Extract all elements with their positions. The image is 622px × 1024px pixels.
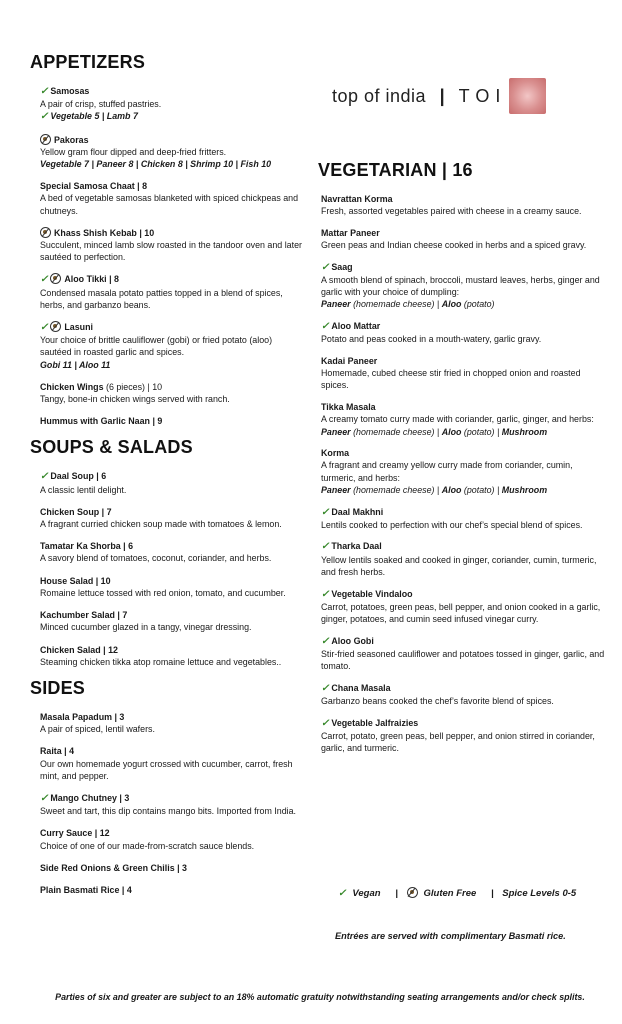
menu-item-name-line	[321, 682, 608, 695]
menu-item-desc: Sweet and tart, this dip contains mango bits. Imported from India.	[40, 806, 297, 817]
menu-item-name: Plain Basmati Rice | 4	[40, 884, 132, 895]
menu-item-name-line	[40, 381, 306, 393]
menu-item-name: Raita | 4	[40, 746, 75, 757]
menu-item-desc: Our own homemade yogurt crossed with cucumber, carrot, fresh mint, and pepper.	[40, 758, 293, 781]
vegetarian-title: VEGETARIAN | 16	[318, 160, 473, 180]
brand-logo	[509, 78, 546, 114]
menu-item-options	[321, 484, 608, 496]
menu-item-name: Hummus with Garlic Naan | 9	[40, 416, 163, 427]
menu-item-option-part: (homemade cheese) |	[350, 426, 442, 437]
menu-item-name-line	[40, 827, 306, 839]
menu-item-option-part: (homemade cheese) |	[350, 484, 442, 495]
leaf-check-icon: ✓	[321, 682, 330, 694]
menu-item	[40, 540, 306, 564]
menu-item	[321, 540, 608, 578]
menu-item	[40, 827, 306, 851]
menu-item-desc: Green peas and Indian cheese cooked in herbs and a spiced gravy.	[321, 240, 587, 251]
menu-item-desc: Lentils cooked to perfection with our chef’s special blend of spices.	[321, 519, 583, 530]
menu-item-desc: Carrot, potato, green peas, bell pepper, and onion stirred in coriander, garlic, and turmeric.	[321, 730, 595, 754]
menu-item	[40, 506, 306, 530]
menu-item-name-line	[321, 635, 608, 648]
menu-item	[40, 381, 306, 405]
menu-item	[40, 273, 306, 311]
menu-item	[321, 717, 608, 755]
menu-item	[40, 470, 306, 495]
menu-item-name: Chicken Wings	[40, 381, 104, 392]
menu-item-desc: Yellow gram flour dipped and deep-fried fritters.	[40, 146, 227, 157]
menu-item-option-part: (homemade cheese) |	[350, 299, 442, 310]
leaf-check-icon: ✓	[321, 321, 330, 333]
menu-item-options	[40, 359, 306, 371]
menu-item-desc: Tangy, bone-in chicken wings served with ranch.	[40, 394, 230, 405]
leaf-check-icon: ✓	[321, 261, 330, 273]
menu-item-name: Mango Chutney | 3	[50, 792, 130, 803]
menu-item-desc: Succulent, minced lamb slow roasted in the tandoor oven and later sautéed to perfection.	[40, 240, 302, 263]
leaf-check-icon: ✓	[321, 541, 330, 553]
leaf-check-icon: ✓	[40, 792, 49, 804]
menu-item-name: Daal Soup | 6	[50, 471, 107, 482]
menu-item-name-line	[40, 321, 306, 334]
menu-item-desc: Choice of one of our made-from-scratch sauce blends.	[40, 840, 255, 851]
leaf-check-icon: ✓	[40, 274, 49, 286]
menu-item-name-line	[321, 540, 608, 553]
menu-item-desc: A fragrant and creamy yellow curry made from coriander, cumin, turmeric, and herbs:	[321, 460, 573, 483]
menu-item-name-line	[40, 575, 306, 587]
menu-item-option-part: Paneer	[321, 484, 351, 495]
menu-item-desc: Garbanzo beans cooked the chef’s favorite blend of spices.	[321, 696, 554, 706]
menu-item-name: Mattar Paneer	[321, 227, 380, 238]
menu-item	[40, 415, 306, 427]
menu-item-name-line	[40, 884, 306, 896]
menu-item-desc: A pair of spiced, lentil wafers.	[40, 724, 155, 735]
menu-item-name: Masala Papadum | 3	[40, 711, 125, 722]
brand-abbr: TOI	[458, 86, 507, 106]
menu-item-desc: Steaming chicken tikka atop romaine lettuce and vegetables..	[40, 656, 282, 667]
menu-item-name: Aloo Tikki | 8	[64, 274, 119, 285]
menu-item-name-line	[321, 447, 608, 459]
menu-item	[321, 588, 608, 626]
menu-item-name: Daal Makhni	[331, 506, 384, 517]
sides-section	[30, 678, 306, 896]
appetizers-title: APPETIZERS	[30, 52, 146, 72]
menu-item-name: Tharka Daal	[331, 541, 382, 552]
menu-item-name: Samosas	[50, 86, 90, 96]
menu-item-name: Special Samosa Chaat | 8	[40, 181, 148, 192]
appetizers-section	[30, 52, 306, 427]
leaf-check-icon: ✓	[40, 111, 49, 123]
menu-item-name-line	[40, 85, 306, 98]
menu-item-desc: Romaine lettuce tossed with red onion, tomato, and cucumber.	[40, 587, 286, 598]
menu-item-name-line	[321, 261, 608, 274]
brand-separator: |	[439, 86, 446, 106]
menu-item-name: Aloo Gobi	[331, 635, 374, 646]
menu-item-name-line	[321, 355, 608, 367]
menu-item	[40, 134, 306, 171]
menu-item-option-part: Aloo	[441, 299, 462, 310]
menu-item-option-part: (potato)	[461, 299, 495, 310]
leaf-check-icon: ✓	[40, 471, 49, 483]
menu-item	[321, 635, 608, 673]
menu-item-desc: Stir-fried seasoned cauliflower and potatoes tossed in ginger, garlic, and tomato.	[321, 648, 605, 672]
menu-item-option-part: Mushroom	[501, 484, 548, 495]
menu-item	[40, 227, 306, 264]
menu-item-name-line	[40, 711, 306, 723]
leaf-check-icon: ✓	[338, 888, 347, 899]
menu-item-name: Tikka Masala	[321, 402, 376, 413]
restaurant-brand	[332, 86, 506, 107]
menu-item-desc: Yellow lentils soaked and cooked in ginger, coriander, cumin, turmeric, and fresh herbs.	[321, 554, 597, 577]
menu-item-name: Navrattan Korma	[321, 194, 393, 204]
menu-item-desc: Your choice of brittle cauliflower (gobi) or fried potato (aloo) sautéed in roasted garlic and spices.	[40, 335, 273, 358]
menu-item-options	[40, 110, 306, 123]
menu-item	[321, 227, 608, 251]
menu-item	[321, 193, 608, 217]
legend-sep: |	[490, 888, 494, 899]
menu-item-name: Chicken Soup | 7	[40, 506, 112, 517]
menu-item-name: Kachumber Salad | 7	[40, 610, 128, 621]
menu-item-option-part: Mushroom	[501, 426, 548, 437]
menu-item-options	[40, 158, 306, 170]
menu-item-options	[321, 426, 608, 438]
sides-title: SIDES	[30, 677, 86, 698]
menu-item-name-line	[40, 134, 306, 146]
menu-item	[40, 862, 306, 874]
menu-item-name: Chana Masala	[331, 682, 391, 693]
menu-item-name: House Salad | 10	[40, 575, 111, 586]
menu-item-name: Side Red Onions & Green Chilis | 3	[40, 862, 187, 873]
menu-item-name-line	[321, 717, 608, 730]
menu-item-options-text: Vegetable 5 | Lamb 7	[50, 111, 138, 122]
gluten-free-icon	[40, 227, 51, 238]
menu-item-name-note: (6 pieces) | 10	[106, 381, 163, 392]
menu-item-options-text: Gobi 11 | Aloo 11	[40, 359, 111, 370]
menu-item-name-line	[321, 506, 608, 519]
menu-item-name-line	[40, 273, 306, 286]
menu-item-name-line	[40, 792, 306, 805]
menu-item-name-line	[40, 180, 306, 192]
leaf-check-icon: ✓	[321, 506, 330, 518]
leaf-check-icon: ✓	[321, 635, 330, 647]
menu-item-desc: Potato and peas cooked in a mouth-watery, garlic gravy.	[321, 334, 542, 345]
menu-item-desc: Fresh, assorted vegetables paired with cheese in a creamy sauce.	[321, 206, 582, 217]
menu-item-name-line	[321, 193, 608, 205]
menu-item-name-line	[40, 609, 306, 621]
menu-item-name-line	[40, 862, 306, 874]
menu-item	[40, 745, 306, 782]
menu-item	[321, 447, 608, 496]
legend-vegan: Vegan	[352, 888, 381, 899]
menu-item-name-line	[321, 401, 608, 413]
menu-item-name-line	[40, 644, 306, 656]
menu-item	[321, 506, 608, 531]
menu-item-option-part: Aloo	[441, 484, 462, 495]
menu-item-desc: Condensed masala potato patties topped in a blend of spices, herbs, and garbanzo beans.	[40, 287, 283, 310]
menu-item-name: Aloo Mattar	[331, 321, 381, 332]
soups-title: SOUPS & SALADS	[30, 437, 193, 458]
menu-item-desc: Minced cucumber glazed in a tangy, vinegar dressing.	[40, 622, 252, 633]
menu-item-name-line	[40, 227, 306, 239]
legend-sep: |	[395, 888, 398, 899]
menu-item-option-part: (potato) |	[461, 426, 502, 437]
menu-item	[40, 884, 306, 896]
menu-item-name-line	[321, 227, 608, 239]
leaf-check-icon: ✓	[321, 588, 330, 600]
menu-item-desc: A creamy tomato curry made with coriander, garlic, ginger, and herbs:	[321, 414, 594, 425]
menu-item-desc: Carrot, potatoes, green peas, bell pepper, and onion cooked in a garlic, ginger, potatoes, and cumin seed infused vinegar curry.	[321, 601, 601, 624]
leaf-check-icon: ✓	[321, 717, 330, 729]
menu-item-desc: A fragrant curried chicken soup made with tomatoes & lemon.	[40, 519, 282, 530]
menu-item-name-line	[40, 470, 306, 483]
menu-item-name: Vegetable Jalfraizies	[331, 717, 419, 728]
menu-item	[40, 711, 306, 735]
menu-item-name-line	[40, 745, 306, 757]
legend-spice: Spice Levels 0-5	[502, 888, 577, 899]
menu-item	[321, 355, 608, 392]
leaf-check-icon: ✓	[40, 322, 49, 334]
menu-item	[40, 85, 306, 124]
gluten-free-icon	[50, 273, 61, 284]
menu-item-name: Kadai Paneer	[321, 356, 378, 367]
gluten-free-icon	[50, 321, 61, 332]
menu-item-desc: A smooth blend of spinach, broccoli, mustard leaves, herbs, ginger and garlic with your choice of dumpling:	[321, 275, 600, 298]
menu-item-name-line	[40, 506, 306, 518]
menu-item-name: Pakoras	[54, 134, 89, 145]
menu-item-name: Saag	[331, 261, 353, 272]
menu-item-name: Tamatar Ka Shorba | 6	[40, 541, 134, 552]
menu-item-desc: A classic lentil delight.	[40, 484, 127, 495]
menu-item-name-line	[321, 320, 608, 333]
gratuity-footer: Parties of six and greater are subject to an 18% automatic gratuity notwithstanding seating arrangements and/or check splits.	[55, 992, 585, 1002]
gluten-free-icon	[407, 887, 418, 898]
menu-item-desc: A pair of crisp, stuffed pastries.	[40, 99, 162, 110]
menu-item-options-text: Vegetable 7 | Paneer 8 | Chicken 8 | Shrimp 10 | Fish 10	[40, 159, 272, 170]
menu-item-option-part: Paneer	[321, 426, 351, 437]
menu-item-desc: A savory blend of tomatoes, coconut, coriander, and herbs.	[40, 553, 272, 564]
menu-item-name: Curry Sauce | 12	[40, 828, 110, 839]
leaf-check-icon: ✓	[40, 86, 49, 97]
brand-name: top of india	[332, 86, 427, 106]
soups-section	[30, 437, 306, 667]
menu-item	[321, 320, 608, 345]
menu-item-option-part: (potato) |	[461, 484, 502, 495]
menu-item	[321, 682, 608, 707]
menu-item	[40, 609, 306, 633]
menu-item-name-line	[40, 540, 306, 552]
rice-note: Entrées are served with complimentary Basmati rice.	[335, 931, 566, 941]
right-column	[318, 160, 608, 764]
menu-item-name-line	[40, 415, 306, 427]
menu-item	[321, 261, 608, 311]
menu-item-option-part: Paneer	[321, 299, 351, 310]
menu-item	[321, 401, 608, 438]
menu-item-options	[321, 298, 608, 310]
menu-item-desc: Homemade, cubed cheese stir fried in chopped onion and roasted spices.	[321, 368, 581, 391]
menu-item-name-line	[321, 588, 608, 601]
menu-item-desc: A bed of vegetable samosas blanketed with spiced chickpeas and chutneys.	[40, 193, 299, 216]
menu-item-name: Chicken Salad | 12	[40, 644, 118, 655]
left-column	[30, 52, 306, 906]
menu-item-name: Lasuni	[64, 322, 93, 333]
gluten-free-icon	[40, 134, 51, 145]
menu-item	[40, 575, 306, 599]
menu-item	[40, 792, 306, 817]
menu-item	[40, 321, 306, 371]
dietary-legend	[338, 887, 582, 899]
menu-item	[40, 180, 306, 217]
menu-item-option-part: Aloo	[441, 426, 462, 437]
legend-gluten-free: Gluten Free	[423, 888, 477, 899]
menu-item-name: Khass Shish Kebab | 10	[54, 227, 155, 238]
menu-item-name: Korma	[321, 448, 350, 459]
menu-item	[40, 644, 306, 668]
menu-item-name: Vegetable Vindaloo	[331, 588, 413, 599]
